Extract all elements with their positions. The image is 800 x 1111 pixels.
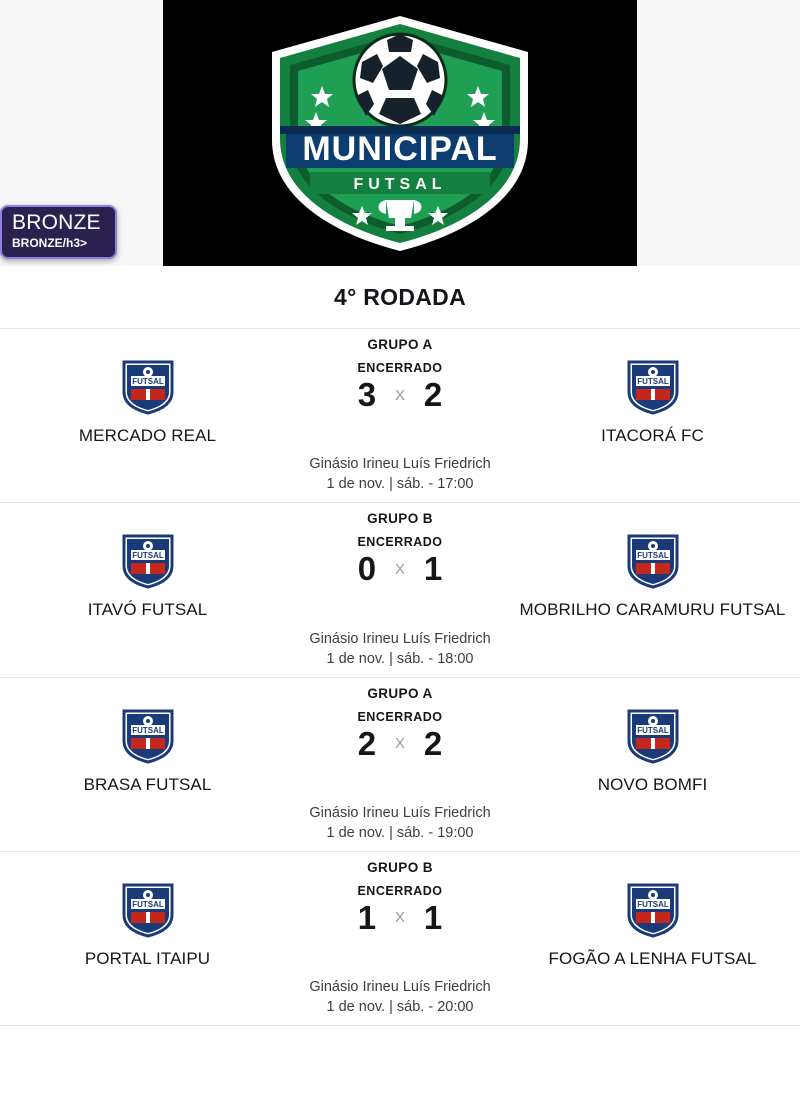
team-shield-icon bbox=[625, 881, 681, 939]
svg-text:FUTSAL: FUTSAL bbox=[636, 377, 669, 386]
team-shield-icon bbox=[625, 707, 681, 765]
match-row bbox=[0, 358, 800, 446]
away-team[interactable] bbox=[505, 881, 800, 969]
away-team-name: NOVO BOMFI bbox=[597, 774, 708, 794]
svg-text:FUTSAL: FUTSAL bbox=[131, 377, 164, 386]
match-datetime: 1 de nov. | sáb. - 17:00 bbox=[326, 476, 474, 493]
match-center bbox=[295, 707, 505, 762]
match-card[interactable] bbox=[0, 503, 800, 677]
page-tail bbox=[0, 1026, 800, 1044]
away-team[interactable] bbox=[505, 707, 800, 795]
away-score: 2 bbox=[423, 724, 443, 762]
svg-text:FUTSAL: FUTSAL bbox=[636, 899, 669, 909]
match-status: ENCERRADO bbox=[357, 361, 443, 375]
match-center bbox=[295, 532, 505, 587]
team-shield-icon bbox=[120, 532, 176, 590]
home-score: 0 bbox=[357, 550, 377, 588]
svg-text:FUTSAL: FUTSAL bbox=[353, 176, 447, 193]
home-team-name: PORTAL ITAIPU bbox=[84, 948, 211, 968]
svg-text:FUTSAL: FUTSAL bbox=[131, 725, 164, 735]
home-team[interactable] bbox=[0, 881, 295, 969]
match-card[interactable] bbox=[0, 678, 800, 852]
team-shield-icon bbox=[120, 358, 176, 416]
match-venue: Ginásio Irineu Luís Friedrich bbox=[309, 630, 491, 647]
score bbox=[355, 726, 445, 762]
team-shield-icon bbox=[120, 881, 176, 939]
score bbox=[355, 551, 445, 587]
match-row bbox=[0, 707, 800, 795]
home-team[interactable] bbox=[0, 358, 295, 446]
hero-banner bbox=[0, 0, 800, 266]
match-datetime: 1 de nov. | sáb. - 19:00 bbox=[326, 824, 474, 841]
match-card[interactable] bbox=[0, 329, 800, 503]
score-separator: X bbox=[394, 560, 405, 578]
match-datetime: 1 de nov. | sáb. - 18:00 bbox=[326, 650, 474, 667]
away-score: 1 bbox=[423, 550, 443, 588]
match-card[interactable] bbox=[0, 852, 800, 1026]
away-score: 2 bbox=[423, 376, 443, 413]
match-status: ENCERRADO bbox=[357, 535, 443, 550]
away-score: 1 bbox=[423, 898, 443, 936]
match-row bbox=[0, 532, 800, 620]
match-center bbox=[295, 358, 505, 413]
tournament-logo-image bbox=[163, 0, 637, 266]
match-datetime: 1 de nov. | sáb. - 20:00 bbox=[326, 999, 474, 1015]
home-team-name: BRASA FUTSAL bbox=[83, 774, 212, 794]
match-row bbox=[0, 881, 800, 969]
away-team[interactable] bbox=[505, 358, 800, 446]
score bbox=[355, 900, 445, 936]
svg-text:FUTSAL: FUTSAL bbox=[636, 551, 669, 561]
home-team-name: MERCADO REAL bbox=[78, 426, 217, 445]
team-shield-icon bbox=[625, 358, 681, 416]
home-team-name: ITAVÓ FUTSAL bbox=[87, 600, 208, 620]
away-team-name: FOGÃO A LENHA FUTSAL bbox=[548, 948, 757, 968]
home-score: 1 bbox=[357, 898, 377, 936]
match-venue: Ginásio Irineu Luís Friedrich bbox=[309, 804, 491, 821]
home-team[interactable] bbox=[0, 532, 295, 620]
home-score: 3 bbox=[357, 376, 377, 413]
away-team-name: MOBRILHO CARAMURU FUTSAL bbox=[519, 600, 786, 620]
team-shield-icon bbox=[625, 532, 681, 590]
match-venue: Ginásio Irineu Luís Friedrich bbox=[309, 456, 491, 473]
svg-text:FUTSAL: FUTSAL bbox=[131, 551, 164, 561]
away-team-name: ITACORÁ FC bbox=[601, 426, 704, 445]
group-label: GRUPO A bbox=[367, 337, 433, 352]
svg-text:FUTSAL: FUTSAL bbox=[131, 899, 164, 909]
group-label: GRUPO B bbox=[367, 859, 433, 875]
home-team[interactable] bbox=[0, 707, 295, 795]
svg-text:MUNICIPAL: MUNICIPAL bbox=[302, 130, 498, 168]
score bbox=[355, 377, 445, 413]
group-label: GRUPO B bbox=[367, 511, 433, 527]
bronze-badge[interactable] bbox=[0, 205, 117, 259]
match-center bbox=[295, 881, 505, 936]
score-separator: X bbox=[394, 909, 405, 927]
bronze-badge-title: BRONZE bbox=[12, 211, 101, 234]
bronze-badge-subtitle: BRONZE/h3> bbox=[12, 236, 88, 251]
municipal-futsal-crest-icon bbox=[250, 8, 550, 258]
round-title: 4° RODADA bbox=[333, 283, 467, 310]
match-venue: Ginásio Irineu Luís Friedrich bbox=[309, 979, 491, 995]
score-separator: X bbox=[394, 386, 405, 404]
match-status: ENCERRADO bbox=[357, 709, 443, 724]
team-shield-icon bbox=[120, 707, 176, 765]
away-team[interactable] bbox=[505, 532, 800, 620]
score-separator: X bbox=[394, 735, 405, 753]
home-score: 2 bbox=[357, 724, 377, 762]
svg-text:FUTSAL: FUTSAL bbox=[636, 725, 669, 735]
match-status: ENCERRADO bbox=[357, 883, 443, 898]
round-header bbox=[0, 266, 800, 329]
group-label: GRUPO A bbox=[367, 685, 433, 701]
